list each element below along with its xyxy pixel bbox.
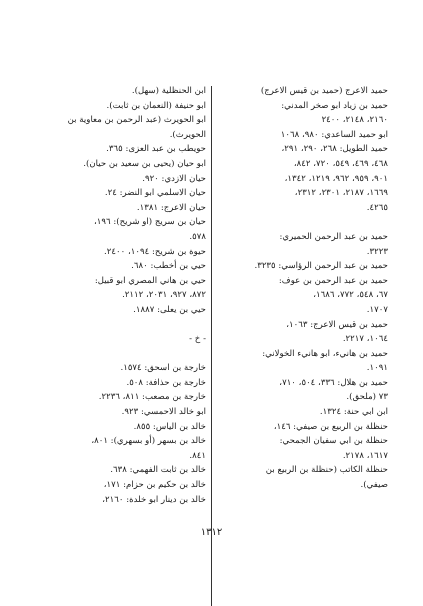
index-entry-line: ٨٤١.	[189, 450, 206, 461]
index-entry-line: حميد الطويل: ٢٦٨، ٢٩٠، ٢٩١،	[281, 144, 388, 155]
index-entry-line: حميد بن عبد الرحمن بن عوف:	[278, 275, 388, 286]
index-entry-line: ١٦١٧، ٢١٧٨.	[342, 450, 388, 461]
index-entry-line: حميد بن عبد الرحمن الحميري:	[279, 231, 388, 242]
index-entry-line: ٩٠١، ٩٥٩، ٩٦٢، ١٢١٩، ١٣٤٢،	[284, 173, 388, 184]
index-entry-line: ٧٣ (ملحق).	[346, 392, 388, 403]
index-entry-line: - خ -	[189, 334, 206, 345]
index-entry-line: خارجة بن مصعب: ٨١١، ٢٢٣٦.	[98, 392, 206, 403]
index-entry-line: حميد بن قيس الاعرج: ١٠٦٣،	[286, 319, 388, 330]
index-entry-line	[46, 318, 206, 333]
index-entry-line: حنظلة بن الربيع بن صيفي: ١٤٦،	[273, 421, 388, 432]
left-index-column	[46, 84, 206, 507]
index-entry-line: حيان الازدي: ٩٢٠.	[142, 173, 206, 184]
index-entry-line: ٤٦٨، ٤٦٩، ٥٤٩، ٧٢٠، ٨٤٢،	[293, 158, 388, 169]
index-entry-line: حيان بن سريج (او شريح): ١٩٦،	[94, 217, 206, 228]
index-entry-line: ابو خالد الاحمسي: ٩٢٣.	[121, 407, 206, 418]
index-entry-line: ١٠٩١.	[366, 363, 388, 374]
index-entry-line: خارجة بن اسحق: ١٥٧٤.	[120, 363, 206, 374]
index-entry-line: ٤٢٦٥.	[366, 202, 388, 213]
index-entry-line: حنظلة بن ابي سفيان الجمحي:	[279, 436, 388, 447]
index-entry-line: حويطب بن عبد العزى: ٣٦٥.	[106, 144, 206, 155]
index-entry-line: حميد بن عبد الرحمن الرؤاسي: ٣٢٣٥.	[254, 261, 388, 272]
index-entry-line	[218, 215, 388, 230]
index-entry-line: ٨٧٢، ٩٢٧، ٢٠٣١، ٢١١٢.	[122, 290, 206, 301]
index-entry-line: ٣٢٢٣.	[366, 246, 388, 257]
index-entry-line: حيان الاعرج: ١٣٨١.	[136, 202, 206, 213]
index-entry-line: ١٦٦٩، ٢١٨٧، ٢٣٠١، ٢٣١٢،	[294, 188, 388, 199]
index-entry-line: ١٧٠٧.	[366, 304, 388, 315]
index-entry-line: خالد بن حكيم بن حزام: ١٧١،	[103, 480, 206, 491]
index-entry-line: حنظلة الكاتب (حنظلة بن الربيع بن	[265, 465, 388, 476]
index-entry-line: ابو حيان (يحيى بن سعيد بن حيان).	[83, 158, 206, 169]
index-entry-line: ابن ابي حنة: ١٣٢٤.	[319, 407, 388, 418]
index-entry-line: صيفي).	[360, 480, 388, 491]
index-entry-line: ٢١٦٠، ٢١٤٨، ٢٤٠٠	[321, 115, 388, 126]
index-entry-line: خالد بن ثابت الفهمي: ٦٣٨.	[110, 465, 206, 476]
index-entry-line: حيي بن هاني المصري ابو قبيل:	[94, 275, 206, 286]
index-entry-line: حميد بن هلال: ٣٣٦، ٥٠٤، ٧١٠،	[279, 377, 388, 388]
index-entry-line: ابو الحويرث (عبد الرحمن بن معاوية بن	[67, 115, 206, 126]
index-entry-line: ابن الحنظلية (سهل).	[131, 86, 206, 96]
index-entry-line: خالد بن بسهر (أو بسهري): ٨٠١،	[91, 436, 206, 447]
index-entry-line: ١٠٦٤، ٢٢١٧.	[342, 334, 388, 345]
index-entry-line: حميد بن هانيء، ابو هانيء الخولاني:	[262, 348, 388, 359]
index-entry-line: حيي بن أخطب: ٦٨٠.	[131, 261, 206, 272]
index-entry-line	[46, 347, 206, 362]
index-entry-line: ابو حميد الساعدي: ٩٨٠، ١٠٦٨	[280, 129, 388, 140]
index-entry-line: خالد بن الياس: ٨٥٥.	[133, 421, 206, 432]
index-entry-line: حميد بن زياد ابو صخر المدني:	[281, 100, 388, 111]
right-index-column	[218, 84, 388, 493]
index-entry-line: ابو حنيفة (النعمان بن ثابت).	[106, 100, 206, 111]
index-entry-line: خالد بن دينار ابو خلدة: ٢١٦٠،	[102, 494, 206, 505]
index-entry-line: حيوة بن شريح: ١٠٩٤، ٢٤٠٠.	[104, 246, 206, 257]
index-entry-line: ٥٧٨.	[189, 231, 206, 242]
index-entry-line: الحويرث).	[169, 129, 206, 140]
index-entry-line: حميد الاعرج (حميد بن قيس الاعرج)	[260, 86, 388, 96]
page-number: ١٣١٢	[200, 527, 223, 538]
index-entry-line: حيي بن يعلى: ١٨٨٧.	[133, 304, 206, 315]
index-entry-line: خارجة بن حذافة: ٥٠٨.	[126, 377, 206, 388]
index-entry-line: ٦٧، ٥٤٨، ٧٧٢، ١٦٨٦،	[313, 290, 388, 301]
index-entry-line: حيان الاسلمي ابو النضر: ٢٤.	[104, 188, 206, 199]
